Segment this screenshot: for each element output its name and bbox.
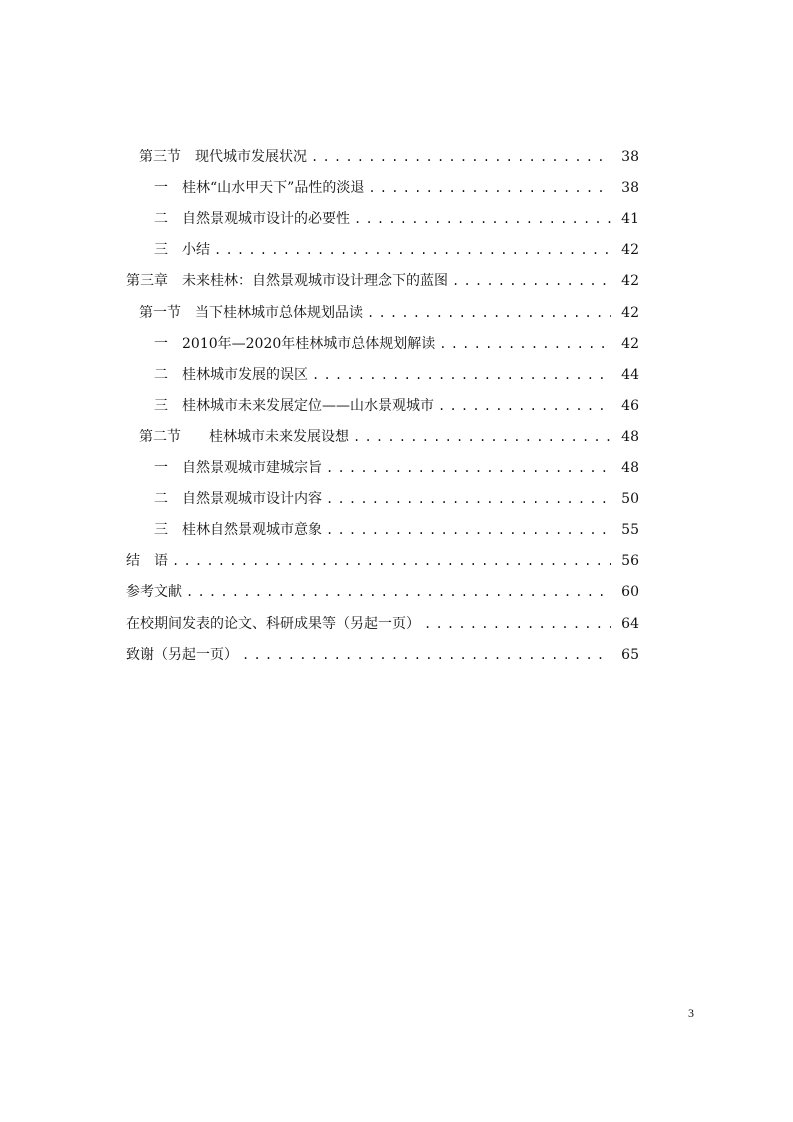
- toc-entry-page: 46: [621, 397, 639, 414]
- toc-entry-page: 38: [621, 149, 639, 165]
- toc-entry[interactable]: [126, 577, 639, 608]
- toc-entry[interactable]: [126, 266, 639, 297]
- toc-entry-title: 二 桂林城市发展的误区: [154, 366, 308, 383]
- toc-dot-leader: [367, 298, 611, 329]
- toc-entry[interactable]: [139, 422, 639, 453]
- toc-dot-leader: [452, 266, 611, 297]
- toc-entry-page: 48: [621, 460, 639, 476]
- toc-entry[interactable]: [154, 391, 639, 422]
- toc-entry-title: 三 桂林自然景观城市意象: [154, 522, 322, 539]
- toc-dot-leader: [353, 422, 611, 453]
- toc-entry-page: 48: [621, 428, 639, 445]
- toc-entry-title: 在校期间发表的论文、科研成果等（另起一页）: [126, 615, 420, 632]
- toc-entry[interactable]: [154, 453, 639, 484]
- toc-entry-title: 第三章 未来桂林：自然景观城市设计理念下的蓝图: [126, 273, 448, 290]
- toc-entry-page: 64: [621, 615, 639, 632]
- toc-entry-page: 60: [621, 584, 639, 601]
- toc-entry[interactable]: [154, 329, 639, 360]
- toc-entry-page: 44: [621, 366, 639, 383]
- toc-dot-leader: [439, 329, 611, 360]
- toc-entry[interactable]: [154, 360, 639, 391]
- toc-entry-page: 65: [621, 646, 639, 663]
- toc-entry-page: 55: [621, 522, 639, 539]
- toc-entry[interactable]: [154, 515, 639, 546]
- toc-entry[interactable]: [154, 484, 639, 515]
- toc-dot-leader: [326, 484, 611, 515]
- toc-entry[interactable]: [154, 235, 639, 266]
- toc-entry-page: 42: [621, 273, 639, 290]
- toc-entry-page: 56: [621, 553, 639, 570]
- toc-dot-leader: [326, 453, 611, 484]
- toc-entry-title: 一 2010年—2020年桂林城市总体规划解读: [154, 335, 436, 352]
- toc-entry-title: 第二节 桂林城市未来发展设想: [139, 428, 349, 445]
- toc-dot-leader: [326, 515, 611, 546]
- toc-dot-leader: [311, 142, 611, 173]
- toc-entry-page: 41: [621, 211, 639, 228]
- toc-entry-page: 42: [621, 335, 639, 352]
- toc-entry[interactable]: [139, 142, 639, 173]
- toc-entry-title: 第三节 现代城市发展状况: [139, 149, 307, 165]
- toc-entry-title: 三 桂林城市未来发展定位——山水景观城市: [154, 397, 434, 414]
- toc-entry[interactable]: [154, 173, 639, 204]
- toc-entry[interactable]: [154, 204, 639, 235]
- toc-dot-leader: [242, 640, 611, 671]
- page-number: 3: [688, 1006, 694, 1020]
- toc-dot-leader: [186, 577, 611, 608]
- toc-entry-page: 50: [621, 491, 639, 508]
- toc-entry[interactable]: [126, 609, 639, 640]
- toc-entry-page: 38: [621, 180, 639, 197]
- toc-entry-title: 一 桂林“山水甲天下”品性的淡退: [154, 180, 365, 197]
- toc-dot-leader: [172, 546, 611, 577]
- toc-entry-title: 三 小结: [154, 242, 210, 259]
- toc-entry[interactable]: [126, 640, 639, 671]
- toc-entry[interactable]: [139, 298, 639, 329]
- toc-dot-leader: [368, 173, 611, 204]
- toc-entry-title: 致谢（另起一页）: [126, 646, 238, 663]
- toc-dot-leader: [312, 360, 611, 391]
- toc-entry-page: 42: [621, 304, 639, 321]
- toc-entry-title: 二 自然景观城市设计的必要性: [154, 211, 350, 228]
- toc-entry-title: 一 自然景观城市建城宗旨: [154, 460, 322, 476]
- toc-dot-leader: [354, 204, 611, 235]
- toc-dot-leader: [438, 391, 611, 422]
- toc-entry-title: 第一节 当下桂林城市总体规划品读: [139, 304, 363, 321]
- toc-entry-title: 结 语: [126, 553, 168, 570]
- toc-entry-title: 二 自然景观城市设计内容: [154, 491, 322, 508]
- toc-entry-page: 42: [621, 242, 639, 259]
- toc-dot-leader: [214, 235, 611, 266]
- toc-dot-leader: [424, 609, 611, 640]
- toc-entry[interactable]: [126, 546, 639, 577]
- toc-entry-title: 参考文献: [126, 584, 182, 601]
